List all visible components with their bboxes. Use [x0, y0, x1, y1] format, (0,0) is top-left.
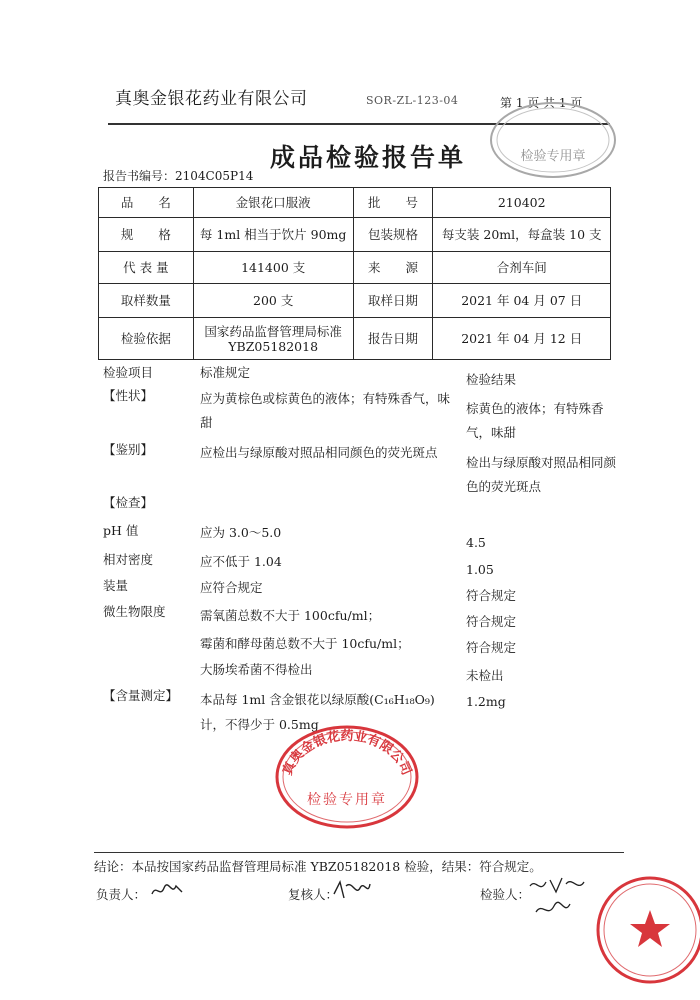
assay-standard-2: 计，不得少于 0.5mg	[200, 717, 319, 732]
batch-value: 210402	[433, 188, 611, 218]
responsible-label: 负责人：	[96, 887, 147, 902]
reviewer-signature	[330, 876, 374, 904]
density-standard: 应不低于 1.04	[200, 554, 282, 569]
batch-label: 批 号	[353, 188, 433, 218]
inspection-label: 【检查】	[103, 495, 154, 510]
ph-label: pH 值	[103, 523, 139, 538]
sample-date-label: 取样日期	[353, 284, 433, 318]
ph-standard: 应为 3.0～5.0	[200, 525, 282, 540]
company-inspection-seal	[272, 722, 422, 832]
properties-result: 棕黄色的液体；有特殊香气，味甜	[466, 401, 604, 440]
red-seal-inner-text: 检验专用章	[307, 792, 387, 808]
results-header-result: 检验结果	[466, 372, 517, 387]
packaging-label: 包装规格	[353, 218, 433, 252]
volume-label: 装量	[103, 578, 129, 593]
microbe-standard-3: 大肠埃希菌不得检出	[200, 662, 313, 677]
responsible-signature	[148, 878, 188, 902]
rep-qty-value: 141400 支	[193, 252, 353, 284]
product-name-label: 品 名	[99, 188, 194, 218]
assay-label: 【含量测定】	[103, 688, 179, 703]
volume-result: 符合规定	[466, 588, 517, 603]
basis-line1: 国家药品监督管理局标准	[204, 323, 342, 339]
source-label: 来 源	[353, 252, 433, 284]
microbe-result-1: 符合规定	[466, 614, 517, 629]
sample-qty-label: 取样数量	[99, 284, 194, 318]
quality-management-seal	[590, 870, 700, 990]
microbe-result-3: 未检出	[466, 668, 504, 683]
basis-line2: YBZ05182018	[228, 338, 319, 354]
identification-result: 检出与绿原酸对照品相同颜色的荧光斑点	[466, 455, 617, 494]
spec-value: 每 1ml 相当于饮片 90mg	[193, 218, 353, 252]
identification-standard: 应检出与绿原酸对照品相同颜色的荧光斑点	[200, 445, 438, 460]
microbe-label: 微生物限度	[103, 604, 166, 619]
document-title: 成品检验报告单	[270, 143, 467, 172]
report-number: 报告书编号：2104C05P14	[103, 169, 254, 183]
microbe-standard-1: 需氧菌总数不大于 100cfu/ml；	[200, 608, 381, 623]
product-name-value: 金银花口服液	[193, 188, 353, 218]
ph-result: 4.5	[466, 535, 486, 550]
document-code: SOR-ZL-123-04	[366, 94, 459, 107]
spec-label: 规 格	[99, 218, 194, 252]
microbe-result-2: 符合规定	[466, 640, 517, 655]
assay-result: 1.2mg	[466, 694, 506, 709]
rep-qty-label: 代 表 量	[99, 252, 194, 284]
gray-seal-text: 检验专用章	[520, 149, 586, 164]
assay-standard-1: 本品每 1ml 含金银花以绿原酸(C₁₆H₁₈O₉)	[200, 692, 435, 707]
conclusion-text: 结论：本品按国家药品监督管理局标准 YBZ05182018 检验，结果：符合规定。	[94, 859, 542, 874]
properties-standard: 应为黄棕色或棕黄色的液体；有特殊香气，味甜	[200, 391, 451, 430]
density-label: 相对密度	[103, 552, 154, 567]
sample-date-value: 2021 年 04 月 07 日	[433, 284, 611, 318]
red-seal-ring-text: 真奥金银花药业有限公司	[280, 729, 414, 778]
results-header-standard: 标准规定	[200, 365, 251, 380]
properties-label: 【性状】	[103, 388, 154, 403]
inspector-label: 检验人：	[480, 887, 531, 902]
page-info: 第 1 页 共 1 页	[500, 96, 583, 110]
inspector-signature	[526, 872, 590, 922]
source-value: 合剂车间	[433, 252, 611, 284]
packaging-value: 每支装 20ml，每盒装 10 支	[433, 218, 611, 252]
reviewer-label: 复核人：	[288, 887, 339, 902]
company-name: 真奥金银花药业有限公司	[115, 89, 308, 109]
basis-label: 检验依据	[99, 318, 194, 360]
report-date-label: 报告日期	[353, 318, 433, 360]
conclusion-rule	[94, 852, 624, 853]
sample-qty-value: 200 支	[193, 284, 353, 318]
product-info-table	[98, 187, 611, 360]
identification-label: 【鉴别】	[103, 442, 154, 457]
basis-value	[193, 318, 353, 360]
results-header-item: 检验项目	[103, 365, 154, 380]
gray-inspection-seal	[488, 100, 618, 180]
density-result: 1.05	[466, 562, 494, 577]
microbe-standard-2: 霉菌和酵母菌总数不大于 10cfu/ml；	[200, 636, 410, 651]
volume-standard: 应符合规定	[200, 580, 263, 595]
report-date-value: 2021 年 04 月 12 日	[433, 318, 611, 360]
